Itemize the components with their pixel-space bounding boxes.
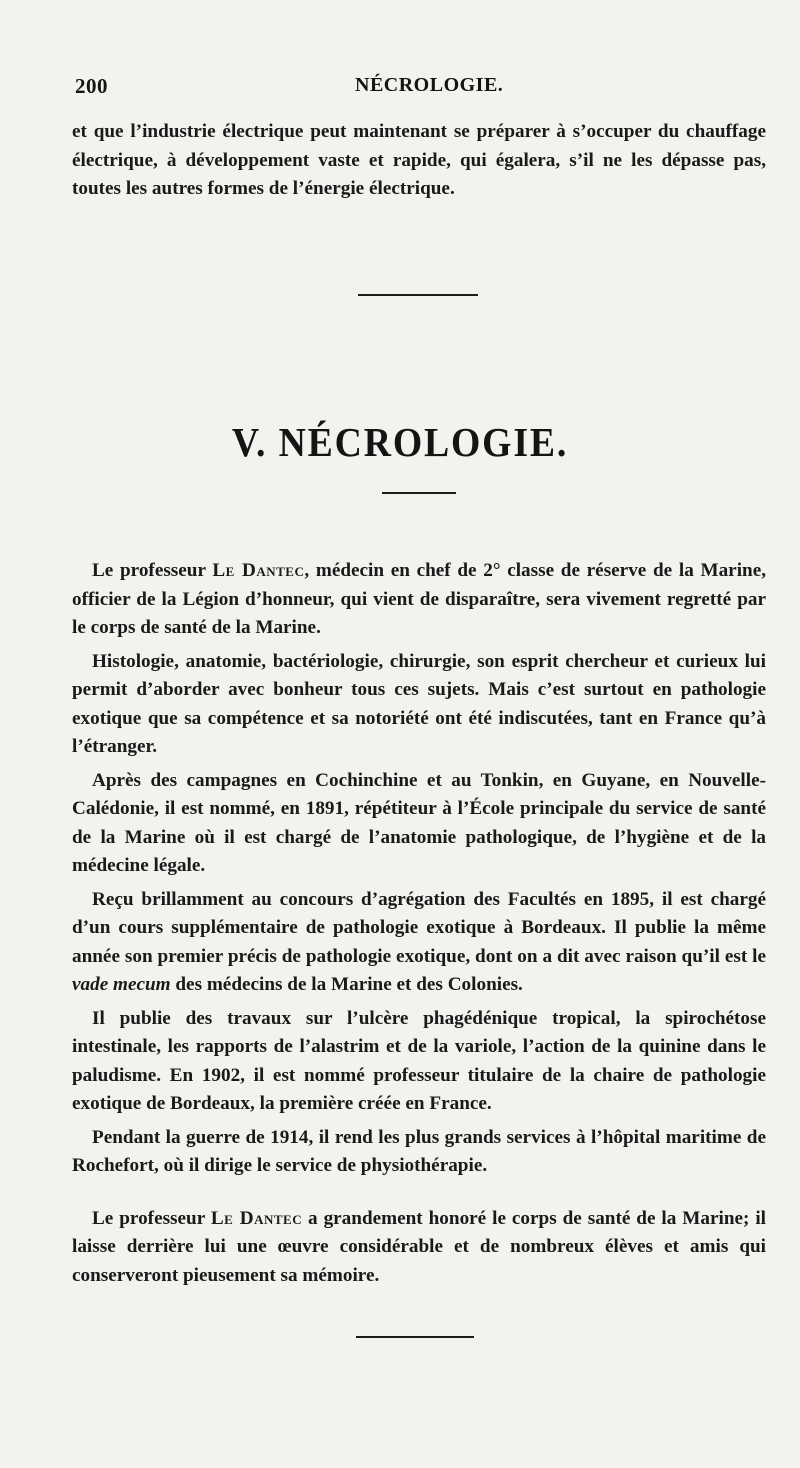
divider-rule-bottom bbox=[356, 1336, 474, 1338]
page-number: 200 bbox=[75, 74, 108, 98]
person-name: Le Dantec bbox=[210, 1207, 303, 1229]
obituary-paragraph-4: Reçu brillamment au concours d’agrégation des Facultés en 1895, il est chargé d’un cours supplémentaire de pathologie exotique à Bordeaux. Il publie la même année son premier précis de pathologie exotique, dont on a dit avec raison qu’il est le vade mecum des médecins de la Marine et des Colonies. bbox=[72, 888, 766, 995]
intro-paragraph: et que l’industrie électrique peut maintenant se préparer à s’occuper du chauffage électrique, à développement vaste et rapide, qui égalera, s’il ne les dépasse pas, toutes les autres formes de l’énergie électrique. bbox=[72, 121, 766, 199]
divider-rule-under-title bbox=[382, 492, 456, 494]
obituary-paragraph-5: Il publie des travaux sur l’ulcère phagédénique tropical, la spirochétose intestinale, les rapports de l’alastrim et de la variole, l’action de la quinine dans le paludisme. En 1902, il est nommé professeur titulaire de la chaire de pathologie exotique de Bordeaux, la première créée en France. bbox=[72, 1007, 766, 1114]
person-name: Le Dantec bbox=[212, 560, 305, 581]
obituary-paragraph-3: Après des campagnes en Cochinchine et au Tonkin, en Guyane, en Nouvelle-Calédonie, il est nommé, en 1891, répétiteur à l’École principale du service de santé de la Marine où il est chargé de l’anatomie pathologique, de l’hygiène et de la médecine légale. bbox=[72, 769, 766, 876]
section-title: V. NÉCROLOGIE. bbox=[231, 419, 569, 465]
running-head: NÉCROLOGIE. bbox=[355, 74, 504, 96]
latin-phrase: vade mecum bbox=[72, 974, 171, 995]
page-header bbox=[75, 74, 740, 108]
obituary-paragraph-2: Histologie, anatomie, bactériologie, chirurgie, son esprit chercheur et curieux lui permit d’aborder avec bonheur tous ces sujets. Mais c’est surtout en pathologie exotique que sa compétence et sa notoriété ont été indiscutées, tant en France qu’à l’étranger. bbox=[72, 650, 766, 757]
obituary-block bbox=[72, 557, 766, 1290]
intro-paragraph-block bbox=[72, 118, 766, 204]
obituary-paragraph-1: Le professeur Le Dantec, médecin en chef de 2° classe de réserve de la Marine, officier de la Légion d’honneur, qui vient de disparaître, sera vivement regretté par le corps de santé de la Marine. bbox=[72, 560, 767, 638]
obituary-paragraph-7: Le professeur Le Dantec a grandement honoré le corps de santé de la Marine; il laisse derrière lui une œuvre considérable et de nombreux élèves et amis qui conserveront pieusement sa mémoire. bbox=[72, 1207, 767, 1286]
divider-rule-top bbox=[358, 294, 478, 296]
obituary-paragraph-6: Pendant la guerre de 1914, il rend les plus grands services à l’hôpital maritime de Rochefort, où il dirige le service de physiothérapie. bbox=[72, 1126, 766, 1176]
